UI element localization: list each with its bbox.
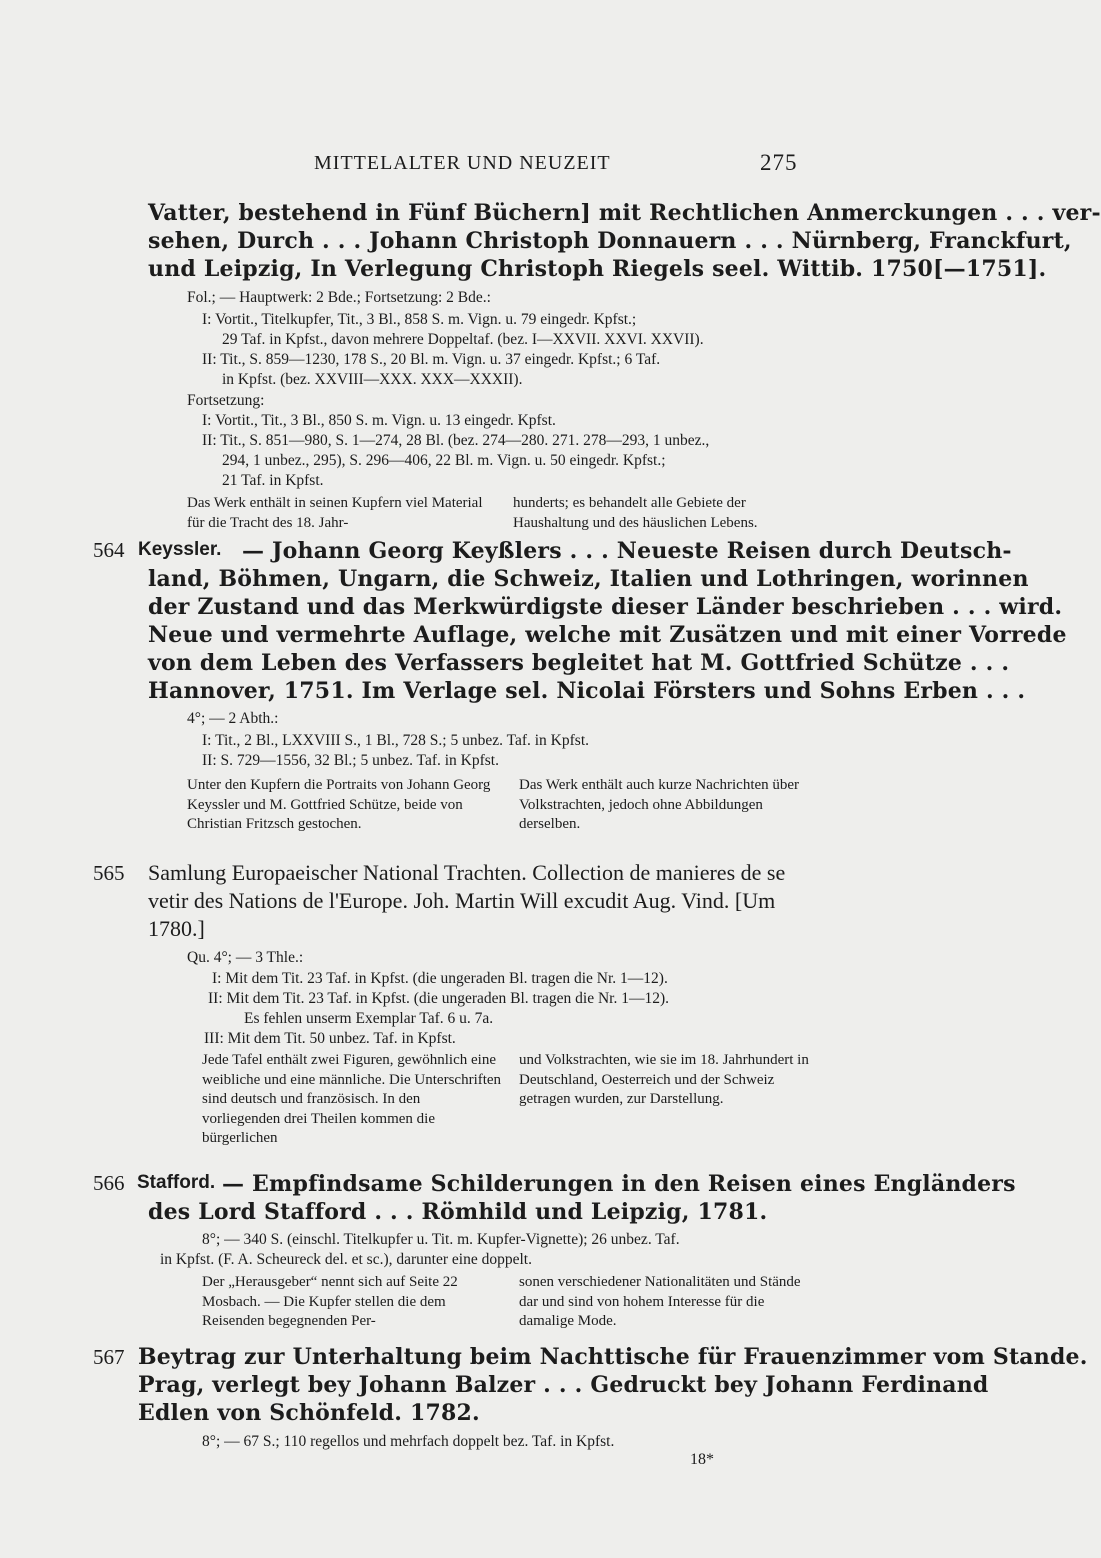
entry-number: 564: [93, 538, 125, 562]
entry-line: Prag, verlegt bey Johann Balzer . . . Gedruckt bey Johann Ferdinand: [138, 1372, 989, 1398]
running-head: MITTELALTER UND NEUZEIT: [314, 152, 611, 174]
detail-line: Qu. 4°; — 3 Thle.:: [187, 949, 304, 966]
detail-line: II: Mit dem Tit. 23 Taf. in Kpfst. (die ungeraden Bl. tragen die Nr. 1—12).: [208, 990, 669, 1007]
entry-line: Vatter, bestehend in Fünf Büchern] mit Rechtlichen Anmerckungen . . . ver-: [148, 200, 1101, 226]
entry-line: vetir des Nations de l'Europe. Joh. Martin Will excudit Aug. Vind. [Um: [148, 888, 776, 913]
entry-line: Beytrag zur Unterhaltung beim Nachttische für Frauenzimmer vom Stande.: [138, 1344, 1088, 1370]
entry-line: des Lord Stafford . . . Römhild und Leipzig, 1781.: [148, 1199, 768, 1225]
entry-number: 565: [93, 861, 125, 885]
detail-line: 21 Taf. in Kpfst.: [222, 472, 324, 489]
detail-line: 8°; — 67 S.; 110 regellos und mehrfach doppelt bez. Taf. in Kpfst.: [202, 1433, 615, 1450]
annotation-left: Jede Tafel enthält zwei Figuren, gewöhnlich eine weibliche und eine männliche. Die Unterschriften sind deutsch und französisch. In den vorliegenden drei Theilen kommen die bürgerlichen: [202, 1052, 502, 1146]
detail-line: 8°; — 340 S. (einschl. Titelkupfer u. Tit. m. Kupfer-Vignette); 26 unbez. Taf.: [202, 1231, 680, 1248]
detail-line: Fol.; — Hauptwerk: 2 Bde.; Fortsetzung: 2 Bde.:: [187, 289, 491, 306]
detail-line: 4°; — 2 Abth.:: [187, 710, 279, 727]
detail-line: II: S. 729—1556, 32 Bl.; 5 unbez. Taf. in Kpfst.: [202, 752, 499, 769]
detail-line: 29 Taf. in Kpfst., davon mehrere Doppeltaf. (bez. I—XXVII. XXVI. XXVII).: [222, 331, 704, 348]
annotation-left: Der „Herausgeber“ nennt sich auf Seite 22 Mosbach. — Die Kupfer stellen die dem Reisenden begegnenden Per-: [202, 1274, 458, 1329]
annotation-right: Das Werk enthält auch kurze Nachrichten über Volkstrachten, jedoch ohne Abbildungen derselben.: [519, 777, 800, 832]
detail-line: in Kpfst. (F. A. Scheureck del. et sc.), darunter eine doppelt.: [160, 1251, 532, 1268]
entry-line: sehen, Durch . . . Johann Christoph Donnauern . . . Nürnberg, Franckfurt,: [148, 228, 1072, 254]
entry-line: Hannover, 1751. Im Verlage sel. Nicolai Försters und Sohns Erben . . .: [148, 678, 1026, 704]
entry-number: 566: [93, 1171, 125, 1195]
entry-line: Edlen von Schönfeld. 1782.: [138, 1400, 480, 1426]
entry-line: 1780.]: [148, 916, 205, 941]
detail-line: in Kpfst. (bez. XXVIII—XXX. XXX—XXXII).: [222, 371, 523, 388]
detail-line: Fortsetzung:: [187, 392, 265, 409]
annotation-right: hunderts; es behandelt alle Gebiete der Haushaltung und des häuslichen Lebens.: [513, 495, 758, 531]
detail-line: II: Tit., S. 859—1230, 178 S., 20 Bl. m. Vign. u. 37 eingedr. Kpfst.; 6 Taf.: [202, 351, 661, 368]
entry-line: Neue und vermehrte Auflage, welche mit Zusätzen und mit einer Vorrede: [148, 622, 1067, 648]
entry-author: Stafford.: [137, 1172, 216, 1193]
annotation-left: Das Werk enthält in seinen Kupfern viel Material für die Tracht des 18. Jahr-: [187, 495, 483, 531]
entry-line: und Leipzig, In Verlegung Christoph Riegels seel. Wittib. 1750[—1751].: [148, 256, 1047, 282]
page-number: 275: [760, 150, 798, 175]
detail-line: I: Vortit., Titelkupfer, Tit., 3 Bl., 858 S. m. Vign. u. 79 eingedr. Kpfst.;: [202, 311, 637, 328]
detail-line: III: Mit dem Tit. 50 unbez. Taf. in Kpfst.: [204, 1030, 456, 1047]
signature-mark: 18*: [690, 1451, 714, 1468]
detail-line: I: Vortit., Tit., 3 Bl., 850 S. m. Vign. u. 13 eingedr. Kpfst.: [202, 412, 556, 429]
entry-line: der Zustand und das Merkwürdigste dieser Länder beschrieben . . . wird.: [148, 594, 1063, 620]
entry-line: — Empfindsame Schilderungen in den Reisen eines Engländers: [222, 1171, 1016, 1197]
entry-line: — Johann Georg Keyßlers . . . Neueste Reisen durch Deutsch-: [242, 538, 1012, 564]
entry-number: 567: [93, 1345, 125, 1369]
entry-line: Samlung Europaeischer National Trachten. Collection de manieres de se: [148, 860, 786, 885]
annotation-right: und Volkstrachten, wie sie im 18. Jahrhundert in Deutschland, Oesterreich und der Schweiz getragen wurden, zur Darstellung.: [519, 1052, 809, 1107]
annotation-left: Unter den Kupfern die Portraits von Johann Georg Keyssler und M. Gottfried Schütze, beide von Christian Fritzsch gestochen.: [187, 777, 491, 832]
detail-line: 294, 1 unbez., 295), S. 296—406, 22 Bl. m. Vign. u. 50 eingedr. Kpfst.;: [222, 452, 666, 469]
detail-line: II: Tit., S. 851—980, S. 1—274, 28 Bl. (bez. 274—280. 271. 278—293, 1 unbez.,: [202, 432, 710, 449]
annotation-right: sonen verschiedener Nationalitäten und Stände dar und sind von hohem Interesse für die damalige Mode.: [519, 1274, 801, 1329]
detail-line: Es fehlen unserm Exemplar Taf. 6 u. 7a.: [244, 1010, 494, 1027]
entry-line: von dem Leben des Verfassers begleitet hat M. Gottfried Schütze . . .: [148, 650, 1010, 676]
detail-line: I: Mit dem Tit. 23 Taf. in Kpfst. (die ungeraden Bl. tragen die Nr. 1—12).: [212, 970, 668, 987]
detail-line: I: Tit., 2 Bl., LXXVIII S., 1 Bl., 728 S.; 5 unbez. Taf. in Kpfst.: [202, 732, 590, 749]
entry-line: land, Böhmen, Ungarn, die Schweiz, Italien und Lothringen, worinnen: [148, 566, 1029, 592]
entry-author: Keyssler.: [138, 539, 222, 560]
